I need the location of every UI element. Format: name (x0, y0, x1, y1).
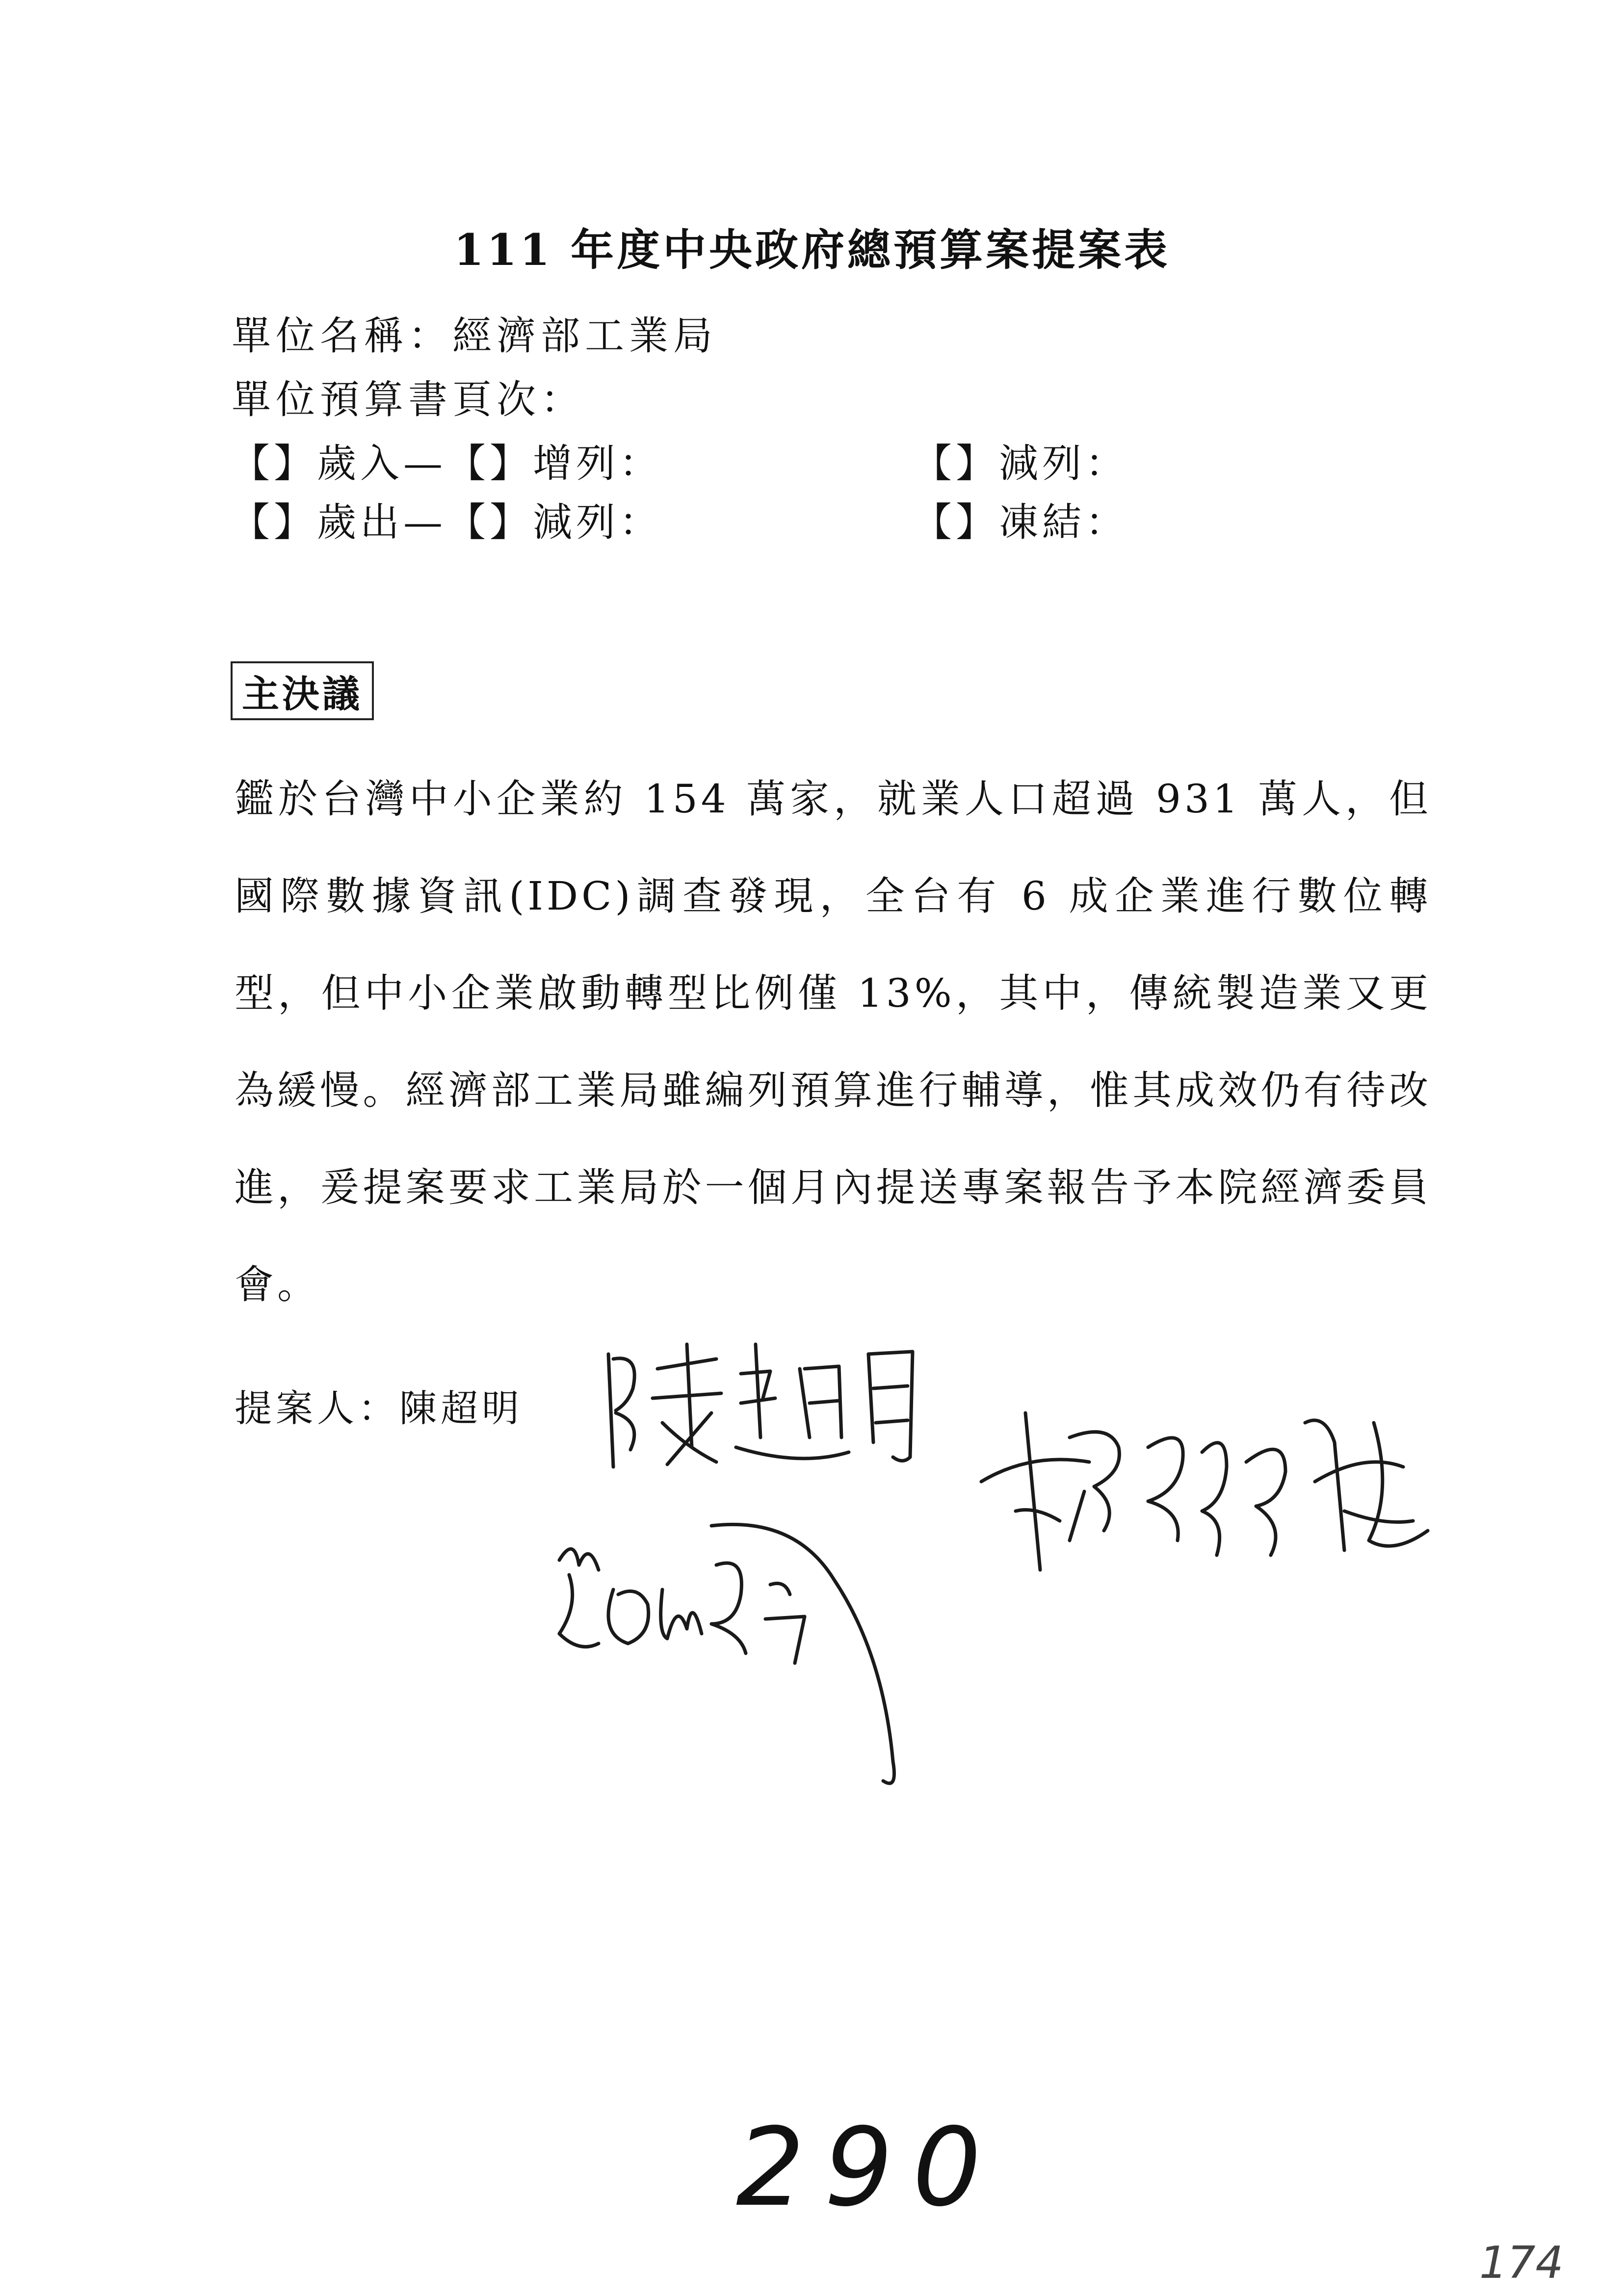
handwritten-page-number: 290 (736, 2105, 1001, 2230)
signature-chen-chao-ming (594, 1325, 976, 1482)
revenue-increase-row: 【】歲入—【】增列： (231, 441, 662, 486)
expenditure-decrease-row: 【】歲出—【】減列： (231, 499, 662, 545)
signature-second (971, 1393, 1462, 1599)
revenue-decrease-row: 【】減列： (913, 441, 1128, 486)
expenditure-freeze-row: 【】凍結： (913, 499, 1128, 545)
signature-third (540, 1506, 922, 1800)
resolution-body: 鑑於台灣中小企業約 154 萬家，就業人口超過 931 萬人，但國際數據資訊(IDC)調查發現，全台有 6 成企業進行數位轉型，但中小企業啟動轉型比例僅 13%，其中，傳統製造業又更為緩慢。經濟部工業局雖編列預算進行輔導，惟其成效仍有待改進，爰提案要求工業局於一個月內提送專案報告予本院經濟委員會。 (235, 776, 1432, 1307)
handwritten-corner-number: 174 (1479, 2237, 1564, 2289)
section-heading-main-resolution: 主決議 (231, 661, 374, 720)
proposer-line: 提案人：陳超明 (235, 1386, 523, 1430)
document-title: 111 年度中央政府總預算案提案表 (453, 224, 1171, 275)
unit-page-line: 單位預算書頁次： (232, 377, 585, 422)
unit-name-line: 單位名稱：經濟部工業局 (232, 313, 717, 359)
